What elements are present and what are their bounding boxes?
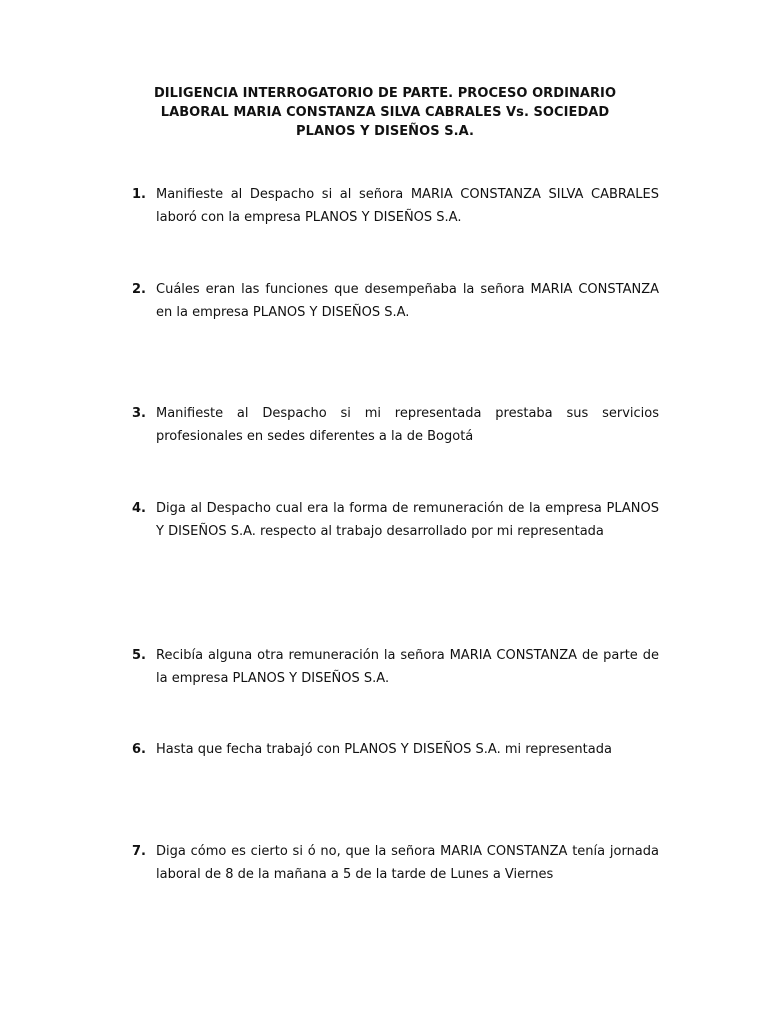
question-item-3 <box>132 402 659 448</box>
question-text: Diga al Despacho cual era la forma de remuneración de la empresa PLANOS Y DISEÑOS S.A. respecto al trabajo desarrollado por mi representada <box>156 501 659 539</box>
question-number: 4. <box>132 501 146 516</box>
question-number: 1. <box>132 187 146 202</box>
title-line-1: DILIGENCIA INTERROGATORIO DE PARTE. PROCESO ORDINARIO <box>153 86 617 101</box>
question-item-1 <box>132 183 659 229</box>
question-text: Manifieste al Despacho si al señora MARIA CONSTANZA SILVA CABRALES laboró con la empresa PLANOS Y DISEÑOS S.A. <box>156 187 659 225</box>
question-item-5 <box>132 644 659 690</box>
question-text: Diga cómo es cierto si ó no, que la señora MARIA CONSTANZA tenía jornada laboral de 8 de la mañana a 5 de la tarde de Lunes a Viernes <box>156 844 659 882</box>
question-item-4 <box>132 497 659 543</box>
question-item-7 <box>132 840 659 886</box>
question-text: Recibía alguna otra remuneración la señora MARIA CONSTANZA de parte de la empresa PLANOS Y DISEÑOS S.A. <box>156 648 659 686</box>
title-line-3: PLANOS Y DISEÑOS S.A. <box>296 124 474 139</box>
question-text: Cuáles eran las funciones que desempeñaba la señora MARIA CONSTANZA en la empresa PLANOS Y DISEÑOS S.A. <box>156 282 659 320</box>
question-item-2 <box>132 278 659 324</box>
question-number: 6. <box>132 742 146 757</box>
question-number: 7. <box>132 844 146 859</box>
question-number: 3. <box>132 406 146 421</box>
question-text: Hasta que fecha trabajó con PLANOS Y DISEÑOS S.A. mi representada <box>156 742 612 757</box>
question-number: 2. <box>132 282 146 297</box>
title-line-2: LABORAL MARIA CONSTANZA SILVA CABRALES Vs. SOCIEDAD <box>160 105 610 120</box>
question-text: Manifieste al Despacho si mi representada prestaba sus servicios profesionales en sedes diferentes a la de Bogotá <box>156 406 659 444</box>
question-number: 5. <box>132 648 146 663</box>
document-title <box>110 84 660 141</box>
question-item-6 <box>132 738 659 761</box>
